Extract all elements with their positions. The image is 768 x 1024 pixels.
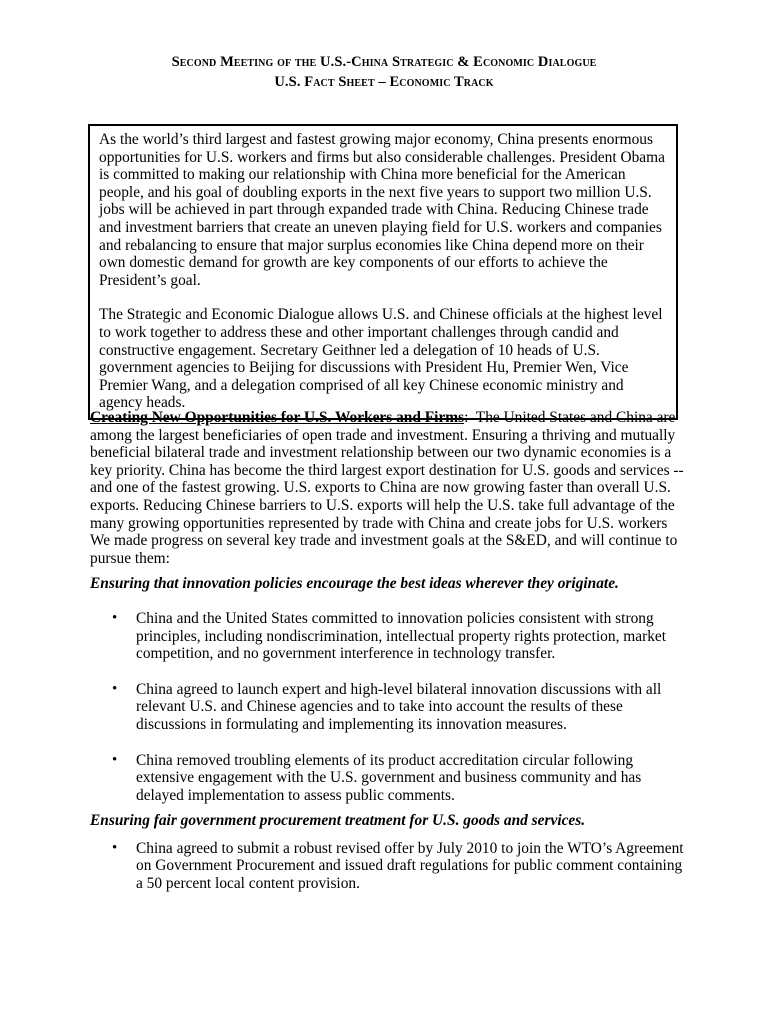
summary-paragraph-2: The Strategic and Economic Dialogue allows U.S. and Chinese officials at the highest level to work together to address these and other important challenges through candid and constructive engagement. Secretary Geithner led a delegation of 10 heads of U.S. government agencies to Beijing for discussions with President Hu, Premier Wen, Vice Premier Wang, and a delegation comprised of all key Chinese economic ministry and agency heads. <box>99 306 663 412</box>
list-item <box>90 840 686 893</box>
bullet-icon: • <box>112 751 118 768</box>
bullet-icon: • <box>112 609 118 626</box>
section-heading-suffix: : <box>464 409 476 426</box>
summary-paragraph-1: As the world’s third largest and fastest growing major economy, China presents enormous opportunities for U.S. workers and firms but also considerable challenges. President Obama is committed to making our relationship with China more beneficial for the American people, and his goal of doubling exports in the next five years to support two million U.S. jobs will be achieved in part through expanded trade with China. Reducing Chinese trade and investment barriers that create an uneven playing field for U.S. workers and companies and rebalancing to ensure that major surplus economies like China depend more on their own domestic demand for growth are key components of our efforts to achieve the President’s goal. <box>99 131 665 289</box>
title-line-2: U.S. Fact Sheet – Economic Track <box>274 74 494 90</box>
bullet-icon: • <box>112 839 118 856</box>
document-title <box>0 52 768 92</box>
main-content <box>90 409 686 893</box>
section-intro-text: The United States and China are among the largest beneficiaries of open trade and investment. Ensuring a thriving and mutually beneficial bilateral trade and investment relationship between our two dynamic economies is a key priority. China has become the third largest export destination for U.S. goods and services -- and one of the fastest growing. U.S. exports to China are now growing faster than overall U.S. exports. Reducing Chinese barriers to U.S. exports will help the U.S. take full advantage of the many growing opportunities represented by trade with China and create jobs for U.S. workers We made progress on several key trade and investment goals at the S&ED, and will continue to pursue them: <box>90 409 684 567</box>
list-item <box>90 681 686 734</box>
section-heading: Creating New Opportunities for U.S. Workers and Firms <box>90 409 465 426</box>
subsection-heading-procurement: Ensuring fair government procurement treatment for U.S. goods and services. <box>90 812 586 830</box>
list-item <box>90 752 686 805</box>
list-item-text: China and the United States committed to innovation policies consistent with strong principles, including nondiscrimination, intellectual property rights protection, market competition, and no government interference in technology transfer. <box>136 609 666 663</box>
subsection-heading-innovation: Ensuring that innovation policies encourage the best ideas wherever they originate. <box>90 575 619 593</box>
list-item-text: China removed troubling elements of its product accreditation circular following extensive engagement with the U.S. government and business community and has delayed implementation to assess public comments. <box>136 751 642 804</box>
section-intro-paragraph <box>90 409 686 567</box>
list-item-text: China agreed to submit a robust revised offer by July 2010 to join the WTO’s Agreement on Government Procurement and issued draft regulations for public comment containing a 50 percent local content provision. <box>136 839 684 893</box>
list-item <box>90 610 686 663</box>
bullet-icon: • <box>112 680 118 697</box>
innovation-bullet-list <box>90 610 686 804</box>
procurement-bullet-list <box>90 840 686 893</box>
title-line-1: Second Meeting of the U.S.-China Strategic & Economic Dialogue <box>171 54 597 70</box>
list-item-text: China agreed to launch expert and high-level bilateral innovation discussions with all relevant U.S. and Chinese agencies and to take into account the results of these discussions in formulating and implementing its innovation measures. <box>136 680 662 733</box>
summary-box <box>88 124 678 420</box>
